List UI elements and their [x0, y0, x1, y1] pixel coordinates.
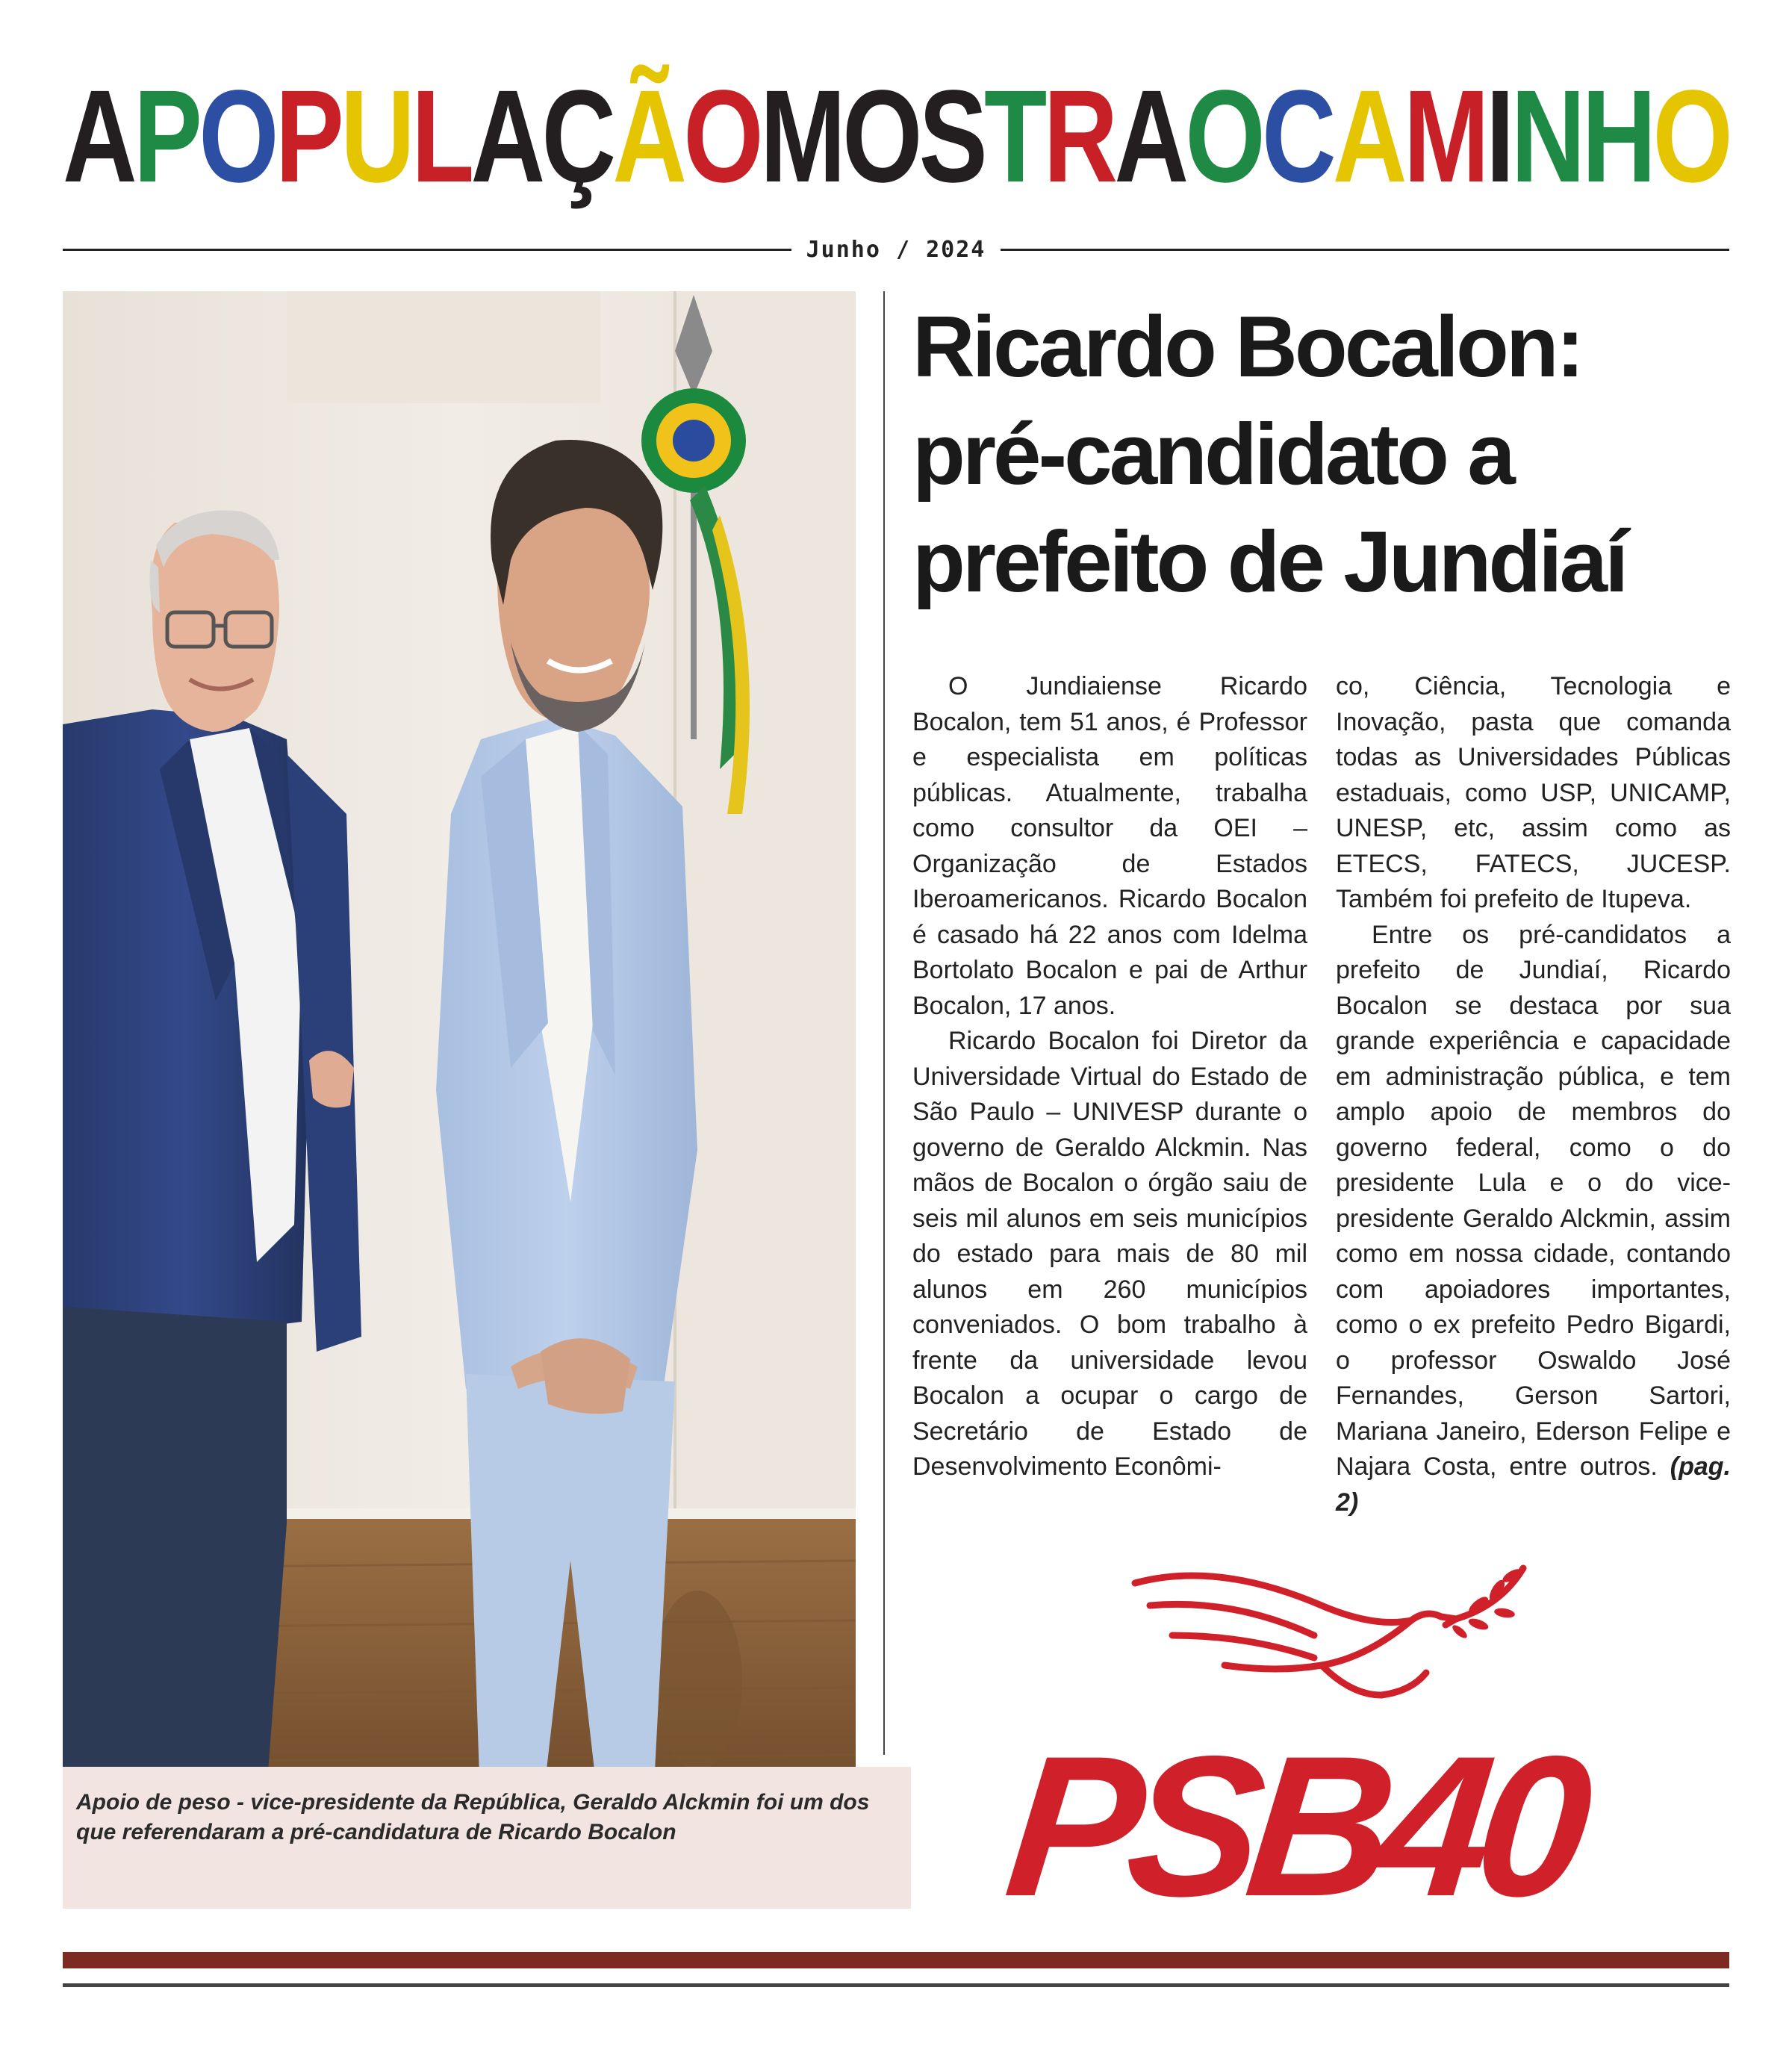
masthead-letter: C: [1261, 63, 1333, 210]
footer-bar-thick: [63, 1952, 1729, 1968]
masthead-title: [63, 63, 1730, 210]
logo-wordmark: PSB40: [998, 1714, 1588, 1938]
masthead-letter: I: [1486, 63, 1511, 210]
masthead-word: [1185, 63, 1262, 210]
article-column-left: [912, 669, 1307, 1528]
masthead-letter: P: [275, 63, 341, 210]
masthead-letter: A: [63, 63, 134, 210]
masthead-letter: O: [1185, 63, 1262, 210]
headline-line-3: prefeito de Jundiaí: [912, 513, 1626, 610]
headline-line-2: pré-candidato a: [912, 405, 1513, 503]
date-rule: [63, 236, 1729, 263]
paragraph: [1336, 918, 1731, 1521]
rule-left: [63, 249, 791, 251]
masthead-letter: O: [683, 63, 760, 210]
column-divider: [883, 291, 885, 1755]
photo-caption: Apoio de peso - vice-presidente da República, Geraldo Alckmin foi um dos que referendaram a pré-candidatura de Ricardo Bocalon: [63, 1767, 911, 1909]
paragraph: co, Ciência, Tecnologia e Inovação, pasta que comanda todas as Universidades Públicas estaduais, como USP, UNICAMP, UNESP, etc, assim como as ETECS, FATECS, JUCESP. Também foi prefeito de Itupeva.: [1336, 672, 1731, 913]
masthead-letter: Ç: [541, 63, 613, 210]
masthead-letter: A: [470, 63, 542, 210]
article-headline: [912, 293, 1734, 615]
masthead-letter: R: [1043, 63, 1115, 210]
masthead-letter: Ã: [612, 63, 684, 210]
masthead-letter: M: [1403, 63, 1487, 210]
masthead-letter: L: [411, 63, 471, 210]
paragraph: Ricardo Bocalon foi Diretor da Universidade Virtual do Estado de São Paulo – UNIVESP durante o governo de Geraldo Alckmin. Nas mãos de Bocalon o órgão saiu de seis mil alunos em seis municípios do estado para mais de 80 mil alunos em 260 municípios conveniados. O bom trabalho à frente da universidade levou Bocalon a ocupar o cargo de Secretário de Estado de Desenvolvimento Econômi-: [912, 1027, 1307, 1481]
masthead-letter: O: [1652, 63, 1730, 210]
masthead-word: [133, 63, 760, 210]
paragraph: O Jundiaiense Ricardo Bocalon, tem 51 anos, é Professor e especialista em políticas públicas. Atualmente, trabalha como consultor da OEI – Organização de Estados Iberoamericanos. Ricardo Bocalon é casado há 22 anos com Idelma Bortolato Bocalon e pai de Arthur Bocalon, 17 anos.: [912, 672, 1307, 1020]
masthead-letter: N: [1511, 63, 1582, 210]
headline-line-1: Ricardo Bocalon:: [912, 298, 1582, 395]
cover-photo: [63, 291, 856, 1822]
footer-bar-thin: [63, 1983, 1729, 1987]
masthead-letter: S: [918, 63, 984, 210]
footer-bars: [63, 1952, 1729, 1987]
masthead-letter: H: [1581, 63, 1653, 210]
issue-date: Junho / 2024: [806, 236, 986, 263]
masthead-word: [1261, 63, 1730, 210]
masthead-word: [759, 63, 1186, 210]
page-reference: (pag. 2): [1336, 1452, 1731, 1517]
article-body: [912, 669, 1731, 1528]
dove-with-olive-branch-icon: [1127, 1553, 1561, 1732]
masthead-letter: U: [340, 63, 412, 210]
rule-right: [1001, 249, 1729, 251]
psb-logo: [978, 1553, 1650, 1938]
masthead-letter: T: [983, 63, 1044, 210]
masthead-letter: A: [1114, 63, 1186, 210]
masthead-letter: A: [1332, 63, 1404, 210]
masthead-word: [63, 63, 134, 210]
masthead-letter: O: [842, 63, 919, 210]
paragraph-text: Entre os pré-candidatos a prefeito de Jundiaí, Ricardo Bocalon se destaca por sua grande experiência e capacidade em administração pública, e tem amplo apoio de membros do governo federal, como o do presidente Lula e o do vice-presidente Geraldo Alckmin, assim como em nossa cidade, contando com apoiadores importantes, como o ex prefeito Pedro Bigardi, o professor Oswaldo José Fernandes, Gerson Sartori, Mariana Janeiro, Ederson Felipe e Najara Costa, entre outros.: [1336, 920, 1731, 1481]
masthead-letter: O: [199, 63, 276, 210]
two-men-photo: [63, 291, 856, 1822]
article-column-right: [1336, 669, 1731, 1528]
masthead-letter: P: [133, 63, 199, 210]
masthead-letter: M: [759, 63, 843, 210]
